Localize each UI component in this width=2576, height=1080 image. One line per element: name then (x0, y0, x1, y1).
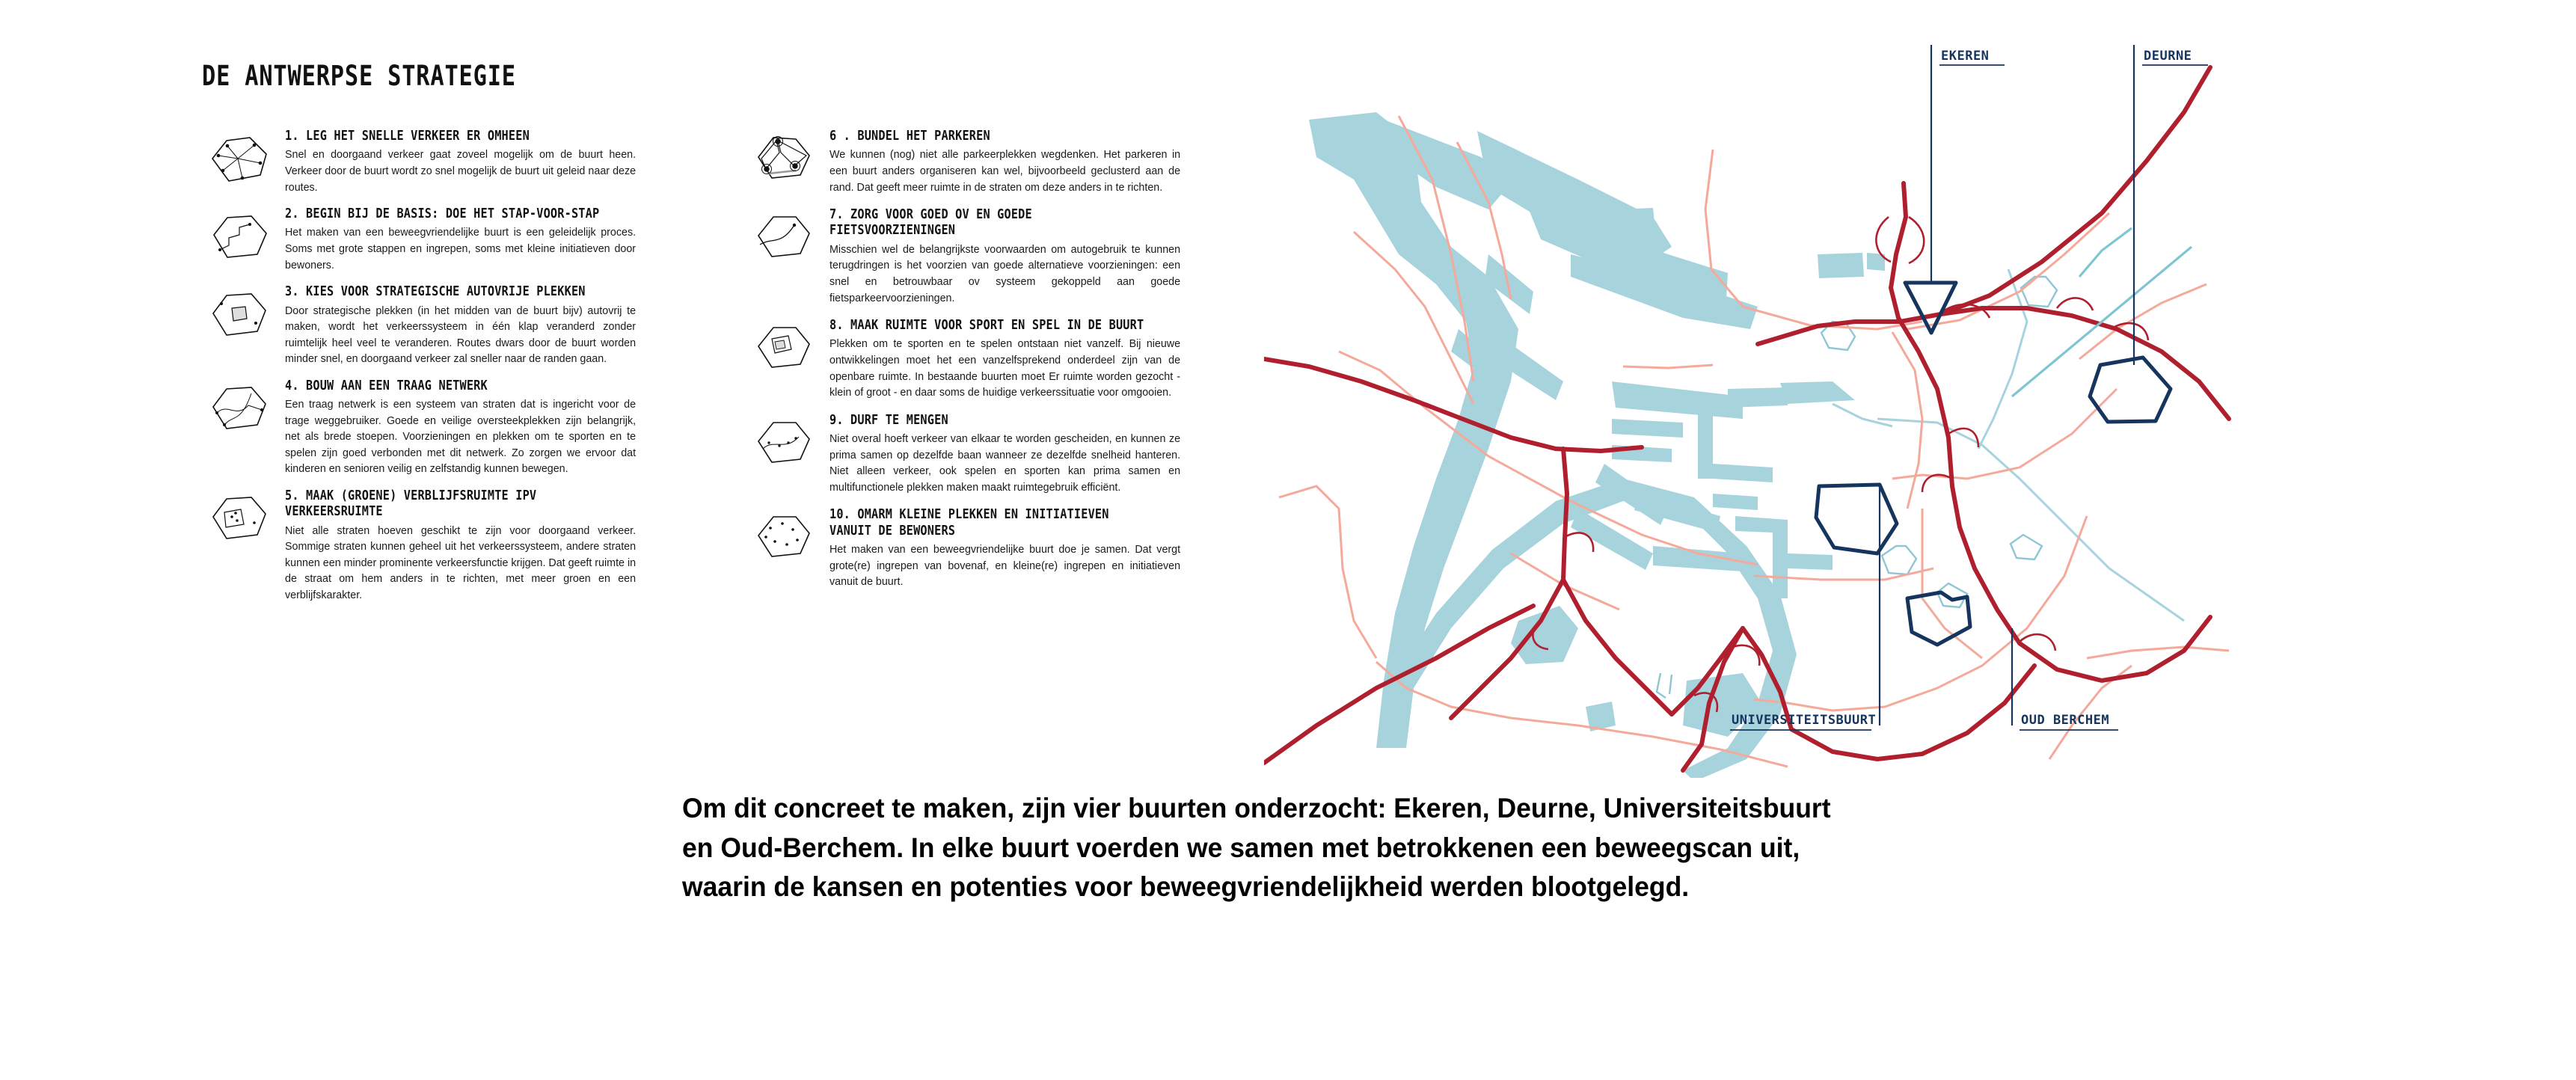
polygon-slow-network-icon (202, 377, 273, 440)
polygon-mixing-icon (746, 411, 818, 474)
strategy-item-3 (202, 283, 658, 367)
polygon-sport-play-icon (746, 316, 818, 379)
map-label-universiteitsbuurt: UNIVERSITEITSBUURT (1732, 713, 1877, 728)
map-label-oud-berchem: OUD BERCHEM (2021, 713, 2110, 728)
strategy-item-body (285, 127, 658, 195)
polygon-small-initiatives-icon (746, 506, 818, 568)
strategy-item-4 (202, 377, 658, 477)
strategy-item-7 (746, 206, 1203, 306)
strategy-item-text: Niet overal hoeft verkeer van elkaar te worden gescheiden, en kunnen ze prima samen op dezelfde baan wanneer ze dezelfde snelheid hanteren. Niet alleen verkeer, ook spelen en sporten kan prima samen en multifunctionele plekken maken maakt ruimtegebruik efficiënt. (829, 432, 1181, 494)
strategy-item-body (285, 283, 658, 367)
strategy-item-title: 4. BOUW AAN EEN TRAAG NETWERK (285, 378, 488, 393)
strategy-item-title: 2. BEGIN BIJ DE BASIS: DOE HET STAP-VOOR-STAP (285, 206, 600, 222)
summary-paragraph: Om dit concreet te maken, zijn vier buurten onderzocht: Ekeren, Deurne, Universiteitsbuurt en Oud-Berchem. In elke buurt voerden we samen met betrokkenen een beweegscan uit, waarin de kansen en potenties voor beweegvriendelijkheid werden blootgelegd. (682, 793, 1831, 903)
strategy-item-title: 1. LEG HET SNELLE VERKEER ER OMHEEN (285, 129, 530, 144)
map-label-ekeren: EKEREN (1941, 49, 1990, 64)
strategy-item-text: Niet alle straten hoeven geschikt te zijn voor doorgaand verkeer. Sommige straten kunnen geheel uit het verkeerssysteem, andere straten kunnen een minder prominente verkeersfunctie krijgen. Dat geeft ruimte in de straat om hem anders in te richten, met meer groen en een verblijfskarakter. (285, 524, 637, 602)
map-water-decoration (1657, 277, 2057, 698)
universiteitsbuurt-outline (1816, 485, 1897, 553)
strategy-item-text: Snel en doorgaand verkeer gaat zoveel mogelijk om de buurt heen. Verkeer door de buurt wordt zo snel mogelijk de buurt uit geleid naar deze routes. (285, 148, 637, 194)
strategy-item-text: Een traag netwerk is een systeem van straten dat is ingericht voor de trage weggebruiker. Goede en veilige oversteekplekken zijn belangrijk, net als brede stoepen. Voorzieningen en plekken om te sporten en te spelen zijn goed verbonden met dit netwerk. Zo zorgen we ervoor dat kinderen en senioren veilig en zelfstandig kunnen bewegen. (285, 398, 637, 476)
strategy-item-title: 8. MAAK RUIMTE VOOR SPORT EN SPEL IN DE BUURT (829, 318, 1144, 334)
strategy-item-text: Plekken om te sporten en te spelen ontstaan niet vanzelf. Bij nieuwe ontwikkelingen moet het een vanzelfsprekend onderdeel zijn van de openbare ruimte. In bestaande buurten moet Er ruimte worden gezocht - klein of groot - en daar soms de huidige verkeerssituatie voor omgooien. (829, 337, 1181, 399)
polygon-green-space-icon (202, 487, 273, 550)
strategy-item-9 (746, 411, 1203, 496)
strategy-item-text: Misschien wel de belangrijkste voorwaarden om autogebruik te kunnen terugdringen is het voorzien van goede alternatieve voorzieningen: een snel en betrouwbaar ov systeem gekoppeld aan goede fietsparkeervoorzieningen. (829, 242, 1181, 304)
strategy-item-8 (746, 316, 1203, 401)
strategy-item-body (829, 316, 1203, 401)
strategy-item-title: 9. DURF TE MENGEN (829, 412, 948, 428)
strategy-item-title: 7. ZORG VOOR GOED OV EN GOEDE FIETSVOORZIENINGEN (829, 207, 1032, 239)
strategy-item-body (285, 487, 658, 604)
strategy-column-right (746, 127, 1203, 613)
map-label-deurne: DEURNE (2144, 49, 2192, 64)
antwerp-map (1264, 30, 2236, 778)
strategy-item-6 (746, 127, 1203, 195)
strategy-item-body (829, 411, 1203, 496)
page-title: DE ANTWERPSE STRATEGIE (202, 60, 516, 92)
strategy-item-body (829, 206, 1203, 306)
strategy-item-title: 6 . BUNDEL HET PARKEREN (829, 129, 990, 144)
strategy-item-body (829, 127, 1203, 195)
strategy-item-text: Het maken van een beweegvriendelijke buurt is een geleidelijk proces. Soms met grote stappen en ingrepen, soms met kleine initiatieven door bewoners. (285, 226, 637, 271)
strategy-item-body (285, 377, 658, 477)
polygon-radiating-dots-icon (202, 127, 273, 190)
strategy-item-body (285, 205, 658, 273)
strategy-item-text: We kunnen (nog) niet alle parkeerplekken wegdenken. Het parkeren in een buurt anders organiseren kan wel, bijvoorbeeld geclusterd aan de rand. Dat geeft meer ruimte in de straten om deze anders in te richten. (829, 148, 1181, 194)
strategy-item-2 (202, 205, 658, 273)
map-neighbourhood-outlines-layer (1816, 283, 2171, 645)
deurne-outline (2090, 358, 2171, 422)
strategy-column-left (202, 127, 658, 613)
strategy-item-10 (746, 506, 1203, 589)
strategy-block (202, 60, 1189, 602)
strategy-item-1 (202, 127, 658, 195)
polygon-transit-bike-icon (746, 206, 818, 269)
polygon-steps-icon (202, 205, 273, 268)
polygon-strategic-spots-icon (202, 283, 273, 346)
strategy-item-body (829, 506, 1203, 589)
strategy-item-title: 5. MAAK (GROENE) VERBLIJFSRUIMTE IPV VERKEERSRUIMTE (285, 488, 537, 520)
strategy-item-title: 10. OMARM KLEINE PLEKKEN EN INITIATIEVEN VANUIT DE BEWONERS (829, 507, 1109, 539)
strategy-item-text: Door strategische plekken (in het midden van de buurt bijv) autovrij te maken, wordt het verkeerssysteem in één klap veranderd zonder ruimtelijk heel veel te veranderen. Routes dwars door de buurt worden minder snel, en doorgaand verkeer zal sneller naar de randen gaan. (285, 304, 637, 366)
polygon-parking-cluster-icon (746, 127, 818, 190)
strategy-columns (202, 127, 1204, 613)
strategy-item-title: 3. KIES VOOR STRATEGISCHE AUTOVRIJE PLEKKEN (285, 284, 586, 300)
strategy-item-5 (202, 487, 658, 604)
strategy-item-text: Het maken van een beweegvriendelijke buurt doe je samen. Dat vergt grote(re) ingrepen van bovenaf, en kleine(re) ingrepen en initiatieven vanuit de buurt. (829, 543, 1181, 589)
